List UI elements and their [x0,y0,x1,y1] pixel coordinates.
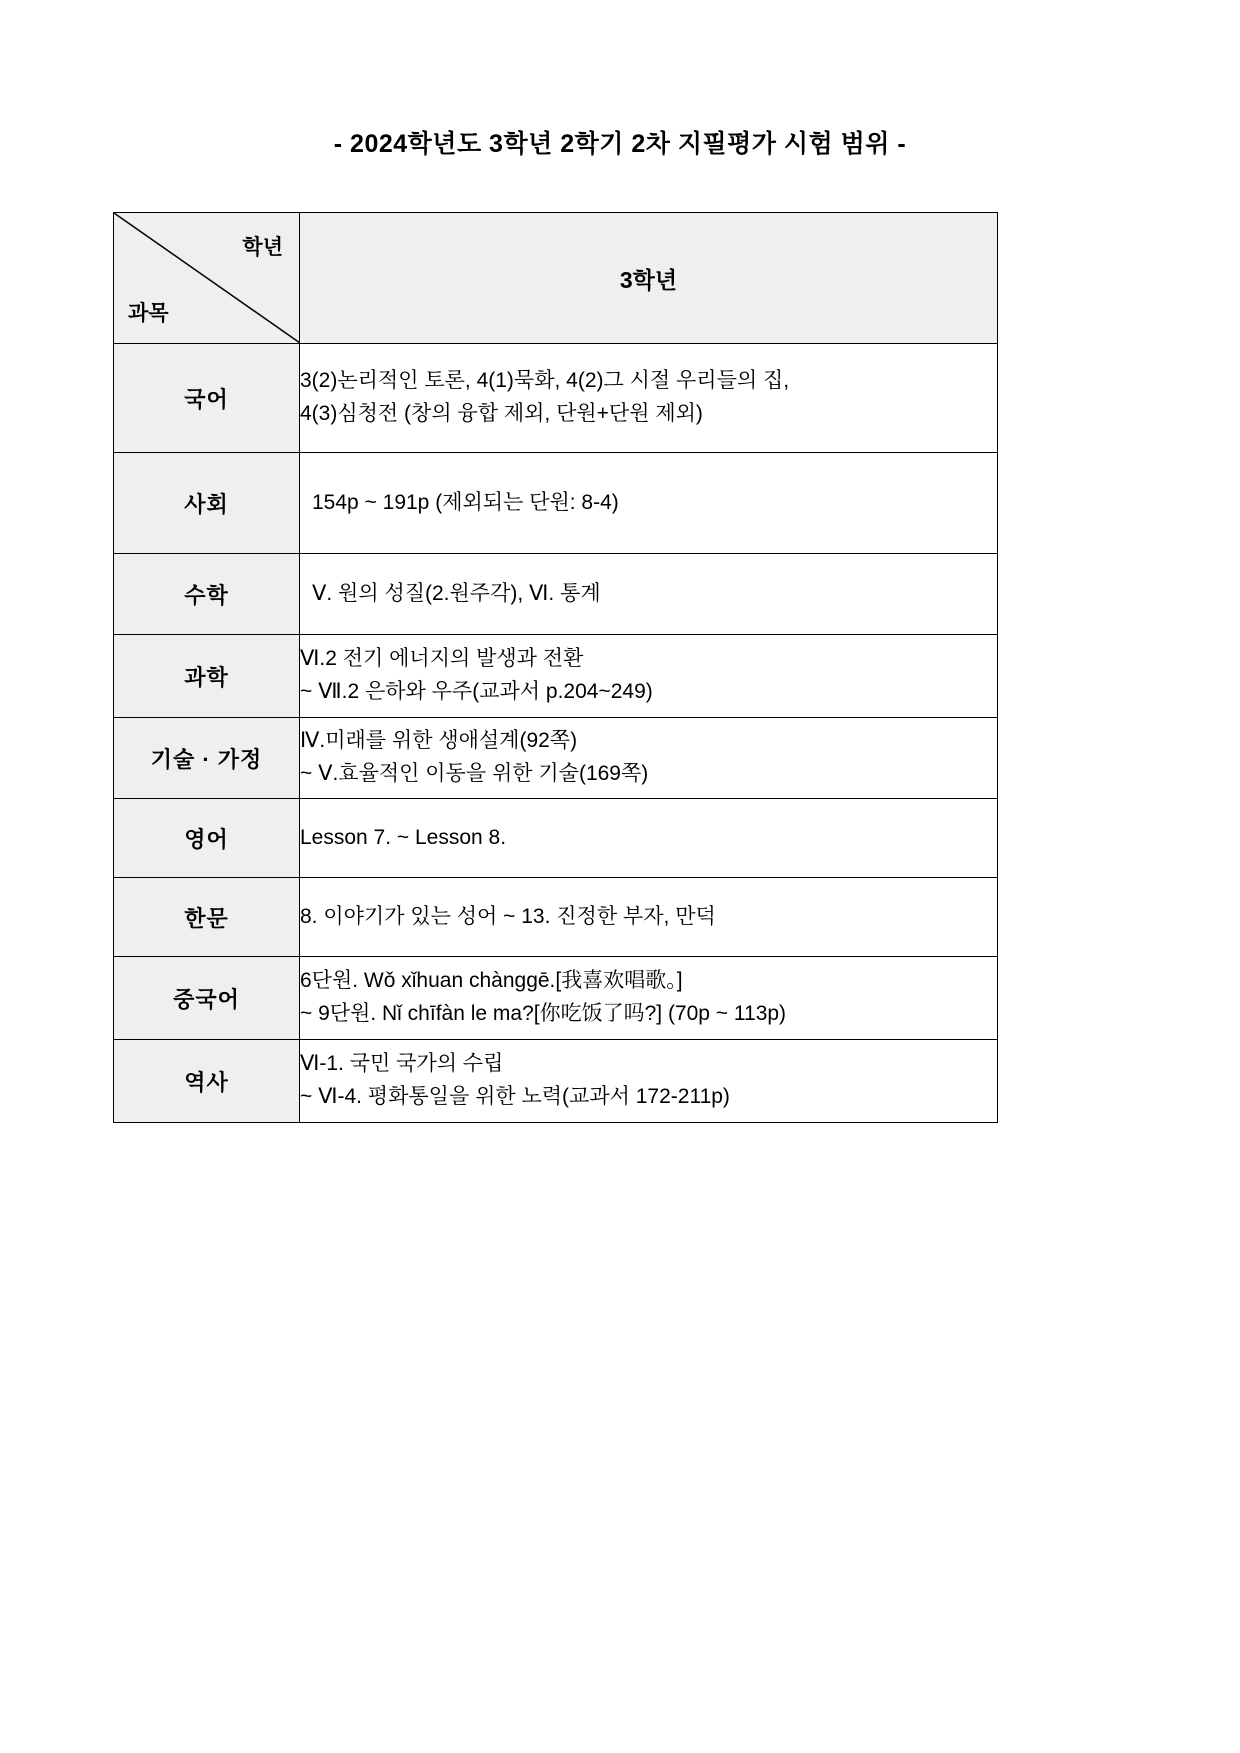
content-line: Lesson 7. ~ Lesson 8. [300,825,507,849]
table-row [114,554,998,635]
content-line: 4(3)심청전 (창의 융합 제외, 단원+단원 제외) [300,402,703,425]
content-line: Ⅳ.미래를 위한 생애설계(92쪽) [300,729,578,753]
content-line: Ⅴ. 원의 성질(2.원주각), Ⅵ. 통계 [312,581,601,605]
content-line: Ⅵ.2 전기 에너지의 발생과 전환 [300,647,584,671]
content-line: ~ 9단원. Nǐ chīfàn le ma?[你吃饭了吗?] (70p ~ 113p) [300,1002,787,1025]
content-line: 3(2)논리적인 토론, 4(1)묵화, 4(2)그 시절 우리들의 집, [300,369,790,393]
subject-cell-korean: 국어 [114,344,300,453]
content-cell-social [300,453,998,554]
subject-cell-tech-home: 기술 · 가정 [114,718,300,799]
page-title: - 2024학년도 3학년 2학기 2차 지필평가 시험 범위 - [333,130,907,158]
table-row [114,799,998,878]
corner-subject-label: 과목 [128,302,169,325]
content-cell-math [300,554,998,635]
subject-cell-hanmun: 한문 [114,878,300,957]
subject-cell-social: 사회 [114,453,300,554]
table-row [114,718,998,799]
content-cell-english [300,799,998,878]
subject-cell-history: 역사 [114,1040,300,1123]
table-row [114,344,998,453]
subject-cell-science: 과학 [114,635,300,718]
corner-grade-label: 학년 [242,236,283,259]
content-line: ~ Ⅶ.2 은하와 우주(교과서 p.204~249) [300,680,653,703]
content-cell-history [300,1040,998,1123]
content-line: 154p ~ 191p (제외되는 단원: 8-4) [312,490,619,514]
subject-cell-english: 영어 [114,799,300,878]
content-line: ~ Ⅴ.효율적인 이동을 위한 기술(169쪽) [300,762,649,785]
content-cell-hanmun [300,878,998,957]
content-line: 6단원. Wǒ xǐhuan chànggē.[我喜欢唱歌。] [300,969,683,993]
grade-header-cell: 3학년 [300,213,998,344]
content-cell-science [300,635,998,718]
table-corner-cell [114,213,300,344]
exam-range-table [113,212,998,1123]
table-row [114,453,998,554]
table-row [114,957,998,1040]
table-header-row [114,213,998,344]
table-row [114,1040,998,1123]
content-line: ~ Ⅵ-4. 평화통일을 위한 노력(교과서 172-211p) [300,1085,730,1108]
content-line: Ⅵ-1. 국민 국가의 수립 [300,1052,504,1076]
subject-cell-chinese: 중국어 [114,957,300,1040]
content-cell-chinese [300,957,998,1040]
subject-cell-math: 수학 [114,554,300,635]
exam-range-table-wrapper [113,212,997,1123]
content-cell-korean [300,344,998,453]
table-row [114,635,998,718]
content-cell-tech-home [300,718,998,799]
content-line: 8. 이야기가 있는 성어 ~ 13. 진정한 부자, 만덕 [300,904,716,928]
table-row [114,878,998,957]
